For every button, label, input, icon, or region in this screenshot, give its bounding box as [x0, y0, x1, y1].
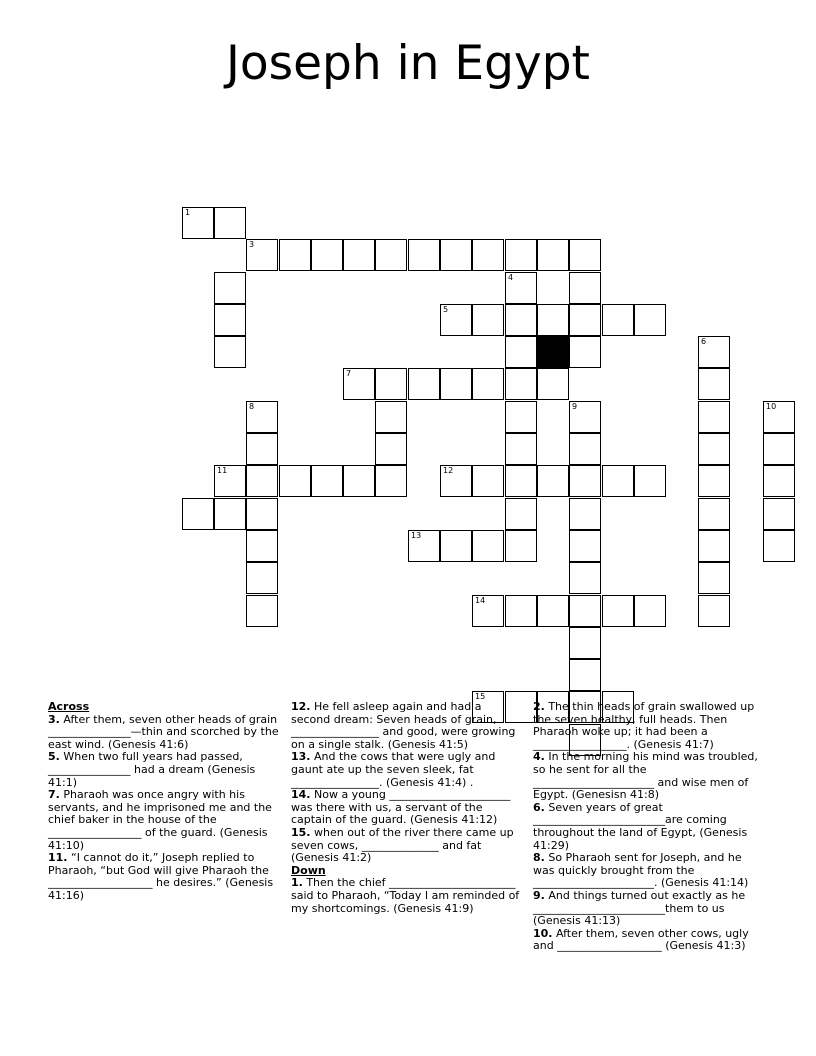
clue-number: 4: [508, 273, 514, 282]
grid-cell[interactable]: [569, 562, 601, 594]
clue-number: 13: [411, 531, 422, 540]
clue-item: [48, 789, 280, 852]
clue-number-label: 7.: [48, 788, 60, 802]
grid-cell[interactable]: [214, 272, 246, 304]
clue-number-label: 3.: [48, 712, 60, 726]
clue-number-label: 14.: [291, 788, 311, 802]
grid-cell[interactable]: [763, 401, 795, 433]
grid-cell[interactable]: [472, 239, 504, 271]
grid-cell[interactable]: [246, 239, 278, 271]
grid-cell[interactable]: [214, 465, 246, 497]
grid-cell[interactable]: [569, 239, 601, 271]
clues-column-3: [533, 701, 765, 953]
clue-number-label: 11.: [48, 851, 68, 865]
grid-cell[interactable]: [311, 239, 343, 271]
clue-item: [48, 751, 280, 789]
grid-cell[interactable]: [182, 498, 214, 530]
grid-cell[interactable]: [343, 465, 375, 497]
clue-number: 6: [701, 337, 707, 346]
clue-text: Pharaoh was once angry with his servants, and he imprisoned me and the chief baker in the house of the _________________ of the guard. (Genesis 41:10): [48, 788, 272, 852]
clue-number: 1: [185, 208, 191, 217]
grid-cell[interactable]: [698, 401, 730, 433]
clue-item: [533, 802, 765, 852]
clue-number-label: 12.: [291, 700, 311, 713]
clue-text: When two full years had passed, _______________ had a dream (Genesis 41:1): [48, 750, 256, 789]
clue-text: He fell asleep again and had a second dream: Seven heads of grain, ________________ and good, were growing on a single stalk. (Genesis 41:5): [291, 700, 516, 751]
grid-cell[interactable]: [569, 498, 601, 530]
clue-item: [533, 852, 765, 890]
grid-cell[interactable]: [246, 562, 278, 594]
clue-number-label: 2.: [533, 700, 545, 713]
clue-number: 12: [443, 466, 454, 475]
grid-cell[interactable]: [472, 530, 504, 562]
grid-cell[interactable]: [408, 368, 440, 400]
clue-number: 5: [443, 305, 449, 314]
clue-number: 15: [475, 692, 486, 701]
clue-text: Seven years of great ________________________are coming throughout the land of Egypt, (Genesis 41:29): [533, 800, 748, 852]
grid-cell[interactable]: [634, 465, 666, 497]
clue-text: when out of the river there came up seven cows, ______________ and fat (Genesis 41:2): [291, 825, 514, 865]
grid-cell[interactable]: [214, 304, 246, 336]
grid-cell[interactable]: [505, 239, 537, 271]
grid-cell[interactable]: [537, 304, 569, 336]
clue-number: 3: [249, 240, 255, 249]
grid-cell[interactable]: [602, 304, 634, 336]
grid-cell[interactable]: [537, 368, 569, 400]
clue-text: And things turned out exactly as he ________________________them to us (Genesis 41:13): [533, 888, 746, 928]
grid-cell[interactable]: [569, 304, 601, 336]
clue-number-label: 6.: [533, 800, 545, 814]
grid-cell[interactable]: [440, 304, 472, 336]
clue-item: [48, 852, 280, 902]
grid-cell[interactable]: [698, 433, 730, 465]
grid-cell[interactable]: [505, 530, 537, 562]
grid-cell[interactable]: [246, 401, 278, 433]
grid-cell[interactable]: [375, 401, 407, 433]
grid-cell[interactable]: [246, 433, 278, 465]
clue-number-label: 9.: [533, 888, 545, 902]
clue-text: Now a young ______________________ was there with us, a servant of the captain of the guard. (Genesis 41:12): [291, 788, 511, 827]
grid-cell[interactable]: [537, 465, 569, 497]
grid-cell[interactable]: [569, 401, 601, 433]
grid-cell[interactable]: [279, 239, 311, 271]
grid-cell[interactable]: [311, 465, 343, 497]
grid-cell[interactable]: [246, 530, 278, 562]
clue-item: [533, 701, 765, 751]
grid-cell[interactable]: [569, 465, 601, 497]
grid-cell[interactable]: [602, 465, 634, 497]
grid-cell[interactable]: [763, 465, 795, 497]
clue-number-label: 8.: [533, 851, 545, 865]
grid-cell[interactable]: [214, 498, 246, 530]
grid-cell[interactable]: [343, 239, 375, 271]
section-heading: Across: [48, 700, 90, 713]
grid-cell[interactable]: [246, 465, 278, 497]
clue-item: [291, 751, 523, 789]
grid-cell[interactable]: [698, 562, 730, 594]
clues-column-2: [291, 701, 523, 915]
grid-cell[interactable]: [505, 336, 537, 368]
grid-cell[interactable]: [505, 272, 537, 304]
grid-cell[interactable]: [505, 304, 537, 336]
grid-cell[interactable]: [505, 401, 537, 433]
clue-number-label: 4.: [533, 750, 545, 764]
grid-cell[interactable]: [214, 336, 246, 368]
grid-cell[interactable]: [698, 530, 730, 562]
clue-number-label: 1.: [291, 876, 303, 890]
grid-cell[interactable]: [634, 595, 666, 627]
grid-cell[interactable]: [569, 336, 601, 368]
grid-cell[interactable]: [279, 465, 311, 497]
clue-number-label: 13.: [291, 750, 311, 764]
clue-text: So Pharaoh sent for Joseph, and he was quickly brought from the ______________________. (Genesis 41:14): [533, 851, 749, 890]
clue-text: In the morning his mind was troubled, so he sent for all the ______________________ and wise men of Egypt. (Genesisn 41:8): [533, 750, 758, 802]
grid-cell[interactable]: [375, 433, 407, 465]
clue-item: [291, 827, 523, 865]
clue-number-label: 15.: [291, 825, 311, 839]
grid-cell[interactable]: [440, 368, 472, 400]
grid-cell[interactable]: [505, 368, 537, 400]
clue-text: “I cannot do it,” Joseph replied to Pharaoh, “but God will give Pharaoh the ___________________ he desires.” (Genesis 41:16): [48, 851, 274, 902]
grid-cell[interactable]: [537, 239, 569, 271]
clue-item: [48, 714, 280, 752]
clue-item: [291, 877, 523, 915]
grid-cell[interactable]: [182, 207, 214, 239]
grid-cell[interactable]: [408, 239, 440, 271]
section-heading: Down: [291, 863, 326, 877]
grid-cell[interactable]: [375, 368, 407, 400]
clue-text: After them, seven other heads of grain _______________—thin and scorched by the east wind. (Genesis 41:6): [48, 712, 279, 751]
grid-cell[interactable]: [440, 465, 472, 497]
clue-number-label: 10.: [533, 926, 553, 940]
grid-cell[interactable]: [246, 498, 278, 530]
clue-number: 8: [249, 402, 255, 411]
clue-number: 14: [475, 596, 486, 605]
grid-cell[interactable]: [537, 595, 569, 627]
clue-number-label: 5.: [48, 750, 60, 764]
grid-cell[interactable]: [698, 336, 730, 368]
grid-cell[interactable]: [569, 627, 601, 659]
grid-cell[interactable]: [375, 465, 407, 497]
clue-number: 7: [346, 369, 352, 378]
grid-cell[interactable]: [569, 433, 601, 465]
grid-cell[interactable]: [440, 530, 472, 562]
clue-item: [291, 701, 523, 751]
grid-cell[interactable]: [763, 433, 795, 465]
grid-cell[interactable]: [214, 207, 246, 239]
grid-cell[interactable]: [569, 595, 601, 627]
grid-cell[interactable]: [602, 595, 634, 627]
grid-cell[interactable]: [698, 595, 730, 627]
grid-cell[interactable]: [505, 433, 537, 465]
puzzle-title: Joseph in Egypt: [226, 36, 590, 91]
grid-cell[interactable]: [472, 368, 504, 400]
grid-cell[interactable]: [440, 239, 472, 271]
clue-text: The thin heads of grain swallowed up the seven healthy, full heads. Then Pharaoh woke up; it had been a _________________. (Genesis 41:7): [533, 700, 755, 751]
grid-cell[interactable]: [343, 368, 375, 400]
grid-cell[interactable]: [569, 272, 601, 304]
grid-cell[interactable]: [698, 498, 730, 530]
clue-number: 9: [572, 402, 578, 411]
grid-cell[interactable]: [375, 239, 407, 271]
grid-cell[interactable]: [505, 595, 537, 627]
grid-cell[interactable]: [505, 498, 537, 530]
grid-cell[interactable]: [246, 595, 278, 627]
grid-cell[interactable]: [763, 530, 795, 562]
grid-cell[interactable]: [634, 304, 666, 336]
clue-item: [533, 928, 765, 953]
blocked-cell: [537, 336, 569, 368]
grid-cell[interactable]: [472, 304, 504, 336]
grid-cell[interactable]: [698, 465, 730, 497]
clue-item: [533, 890, 765, 928]
grid-cell[interactable]: [763, 498, 795, 530]
grid-cell[interactable]: [472, 465, 504, 497]
clue-text: After them, seven other cows, ugly and ___________________ (Genesis 41:3): [533, 926, 749, 953]
grid-cell[interactable]: [505, 465, 537, 497]
grid-cell[interactable]: [569, 659, 601, 691]
clue-number: 11: [217, 466, 228, 475]
grid-cell[interactable]: [408, 530, 440, 562]
grid-cell[interactable]: [472, 595, 504, 627]
grid-cell[interactable]: [569, 530, 601, 562]
clue-item: [291, 789, 523, 827]
clue-text: Then the chief _______________________ said to Pharaoh, “Today I am reminded of my shortcomings. (Genesis 41:9): [291, 876, 520, 915]
grid-cell[interactable]: [698, 368, 730, 400]
clue-text: And the cows that were ugly and gaunt ate up the seven sleek, fat ________________. (Genesis 41:4) .: [291, 750, 496, 789]
clues-column-1: [48, 701, 280, 903]
clue-item: [533, 751, 765, 801]
clue-number: 10: [766, 402, 777, 411]
